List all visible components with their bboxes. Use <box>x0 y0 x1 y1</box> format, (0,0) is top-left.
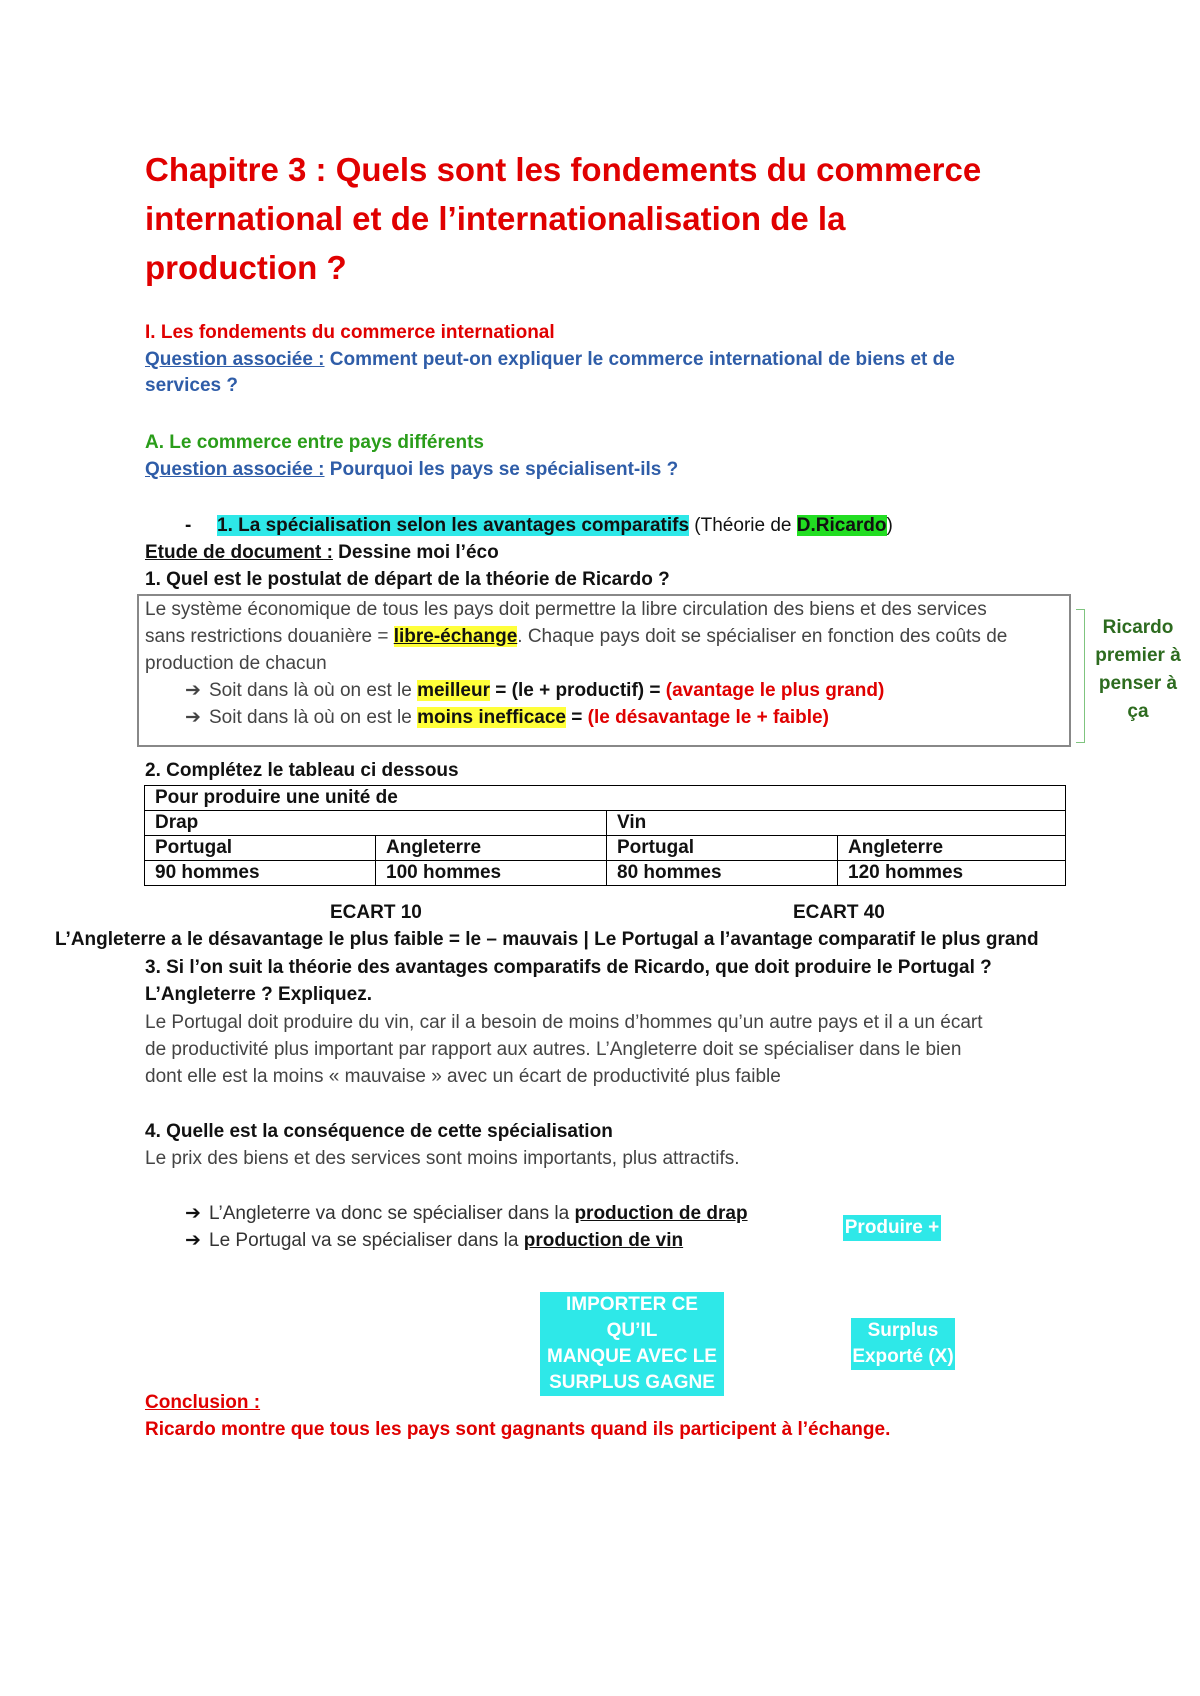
tag-importer-line: MANQUE AVEC LE <box>547 1346 717 1367</box>
table-country-cell: Portugal <box>607 836 838 861</box>
tag-surplus-line: Surplus <box>867 1320 939 1341</box>
table-country-cell: Portugal <box>145 836 376 861</box>
libre-echange-term: libre-échange <box>393 626 518 647</box>
side-bracket <box>1076 609 1085 743</box>
question-1: 1. Quel est le postulat de départ de la théorie de Ricardo ? <box>145 569 670 590</box>
subsection-question <box>145 457 678 483</box>
table-row <box>145 861 1066 886</box>
theory-open: (Théorie de <box>689 515 797 536</box>
section-heading: I. Les fondements du commerce international <box>145 322 555 343</box>
conclusion-text: Ricardo montre que tous les pays sont gagnants quand ils participent à l’échange. <box>145 1419 891 1440</box>
question-3: 3. Si l’on suit la théorie des avantages comparatifs de Ricardo, que doit produire le Portugal ? <box>145 957 992 978</box>
table-country-cell: Angleterre <box>838 836 1066 861</box>
question-2: 2. Complétez le tableau ci dessous <box>145 760 459 781</box>
arrow-text: Le Portugal va se spécialiser dans la <box>209 1230 524 1251</box>
answer-arrow-2 <box>185 705 829 731</box>
table-summary: L’Angleterre a le désavantage le plus faible = le – mauvais | Le Portugal a l’avantage comparatif le plus grand <box>55 929 1039 950</box>
production-vin: production de vin <box>523 1230 684 1251</box>
tag-surplus <box>851 1318 955 1370</box>
answer-arrow-1 <box>185 678 884 704</box>
table-group-cell: Drap <box>145 811 607 836</box>
title-line-1: Chapitre 3 : Quels sont les fondements du commerce <box>145 151 982 188</box>
part-heading-line <box>185 513 893 539</box>
conclusion-label: Conclusion : <box>145 1392 261 1413</box>
title-line-2: international et de l’internationalisation de la <box>145 200 846 237</box>
ecart-drap: ECART 10 <box>330 902 422 923</box>
arrow-text: = <box>565 707 588 728</box>
answer-4: Le prix des biens et des services sont moins importants, plus attractifs. <box>145 1148 740 1169</box>
table-group-cell: Vin <box>607 811 1066 836</box>
arrow-right-icon: ➔ <box>185 707 201 728</box>
tag-surplus-line: Exporté (X) <box>852 1346 954 1367</box>
production-table <box>144 785 1066 886</box>
side-note-line: ça <box>1127 701 1149 722</box>
answer-line-1: Le système économique de tous les pays doit permettre la libre circulation des biens et des services <box>145 599 987 620</box>
question-4: 4. Quelle est la conséquence de cette spécialisation <box>145 1121 613 1142</box>
side-note-line: premier à <box>1095 645 1181 666</box>
answer-line-3: production de chacun <box>145 653 327 674</box>
tag-importer-line: SURPLUS GAGNE <box>549 1372 715 1393</box>
question-label: Question associée : <box>145 349 325 370</box>
tag-importer <box>540 1292 724 1396</box>
subsection-heading: A. Le commerce entre pays différents <box>145 432 484 453</box>
consequence-arrow-2 <box>185 1228 683 1254</box>
arrow-result: (avantage le plus grand) <box>665 680 885 701</box>
side-note <box>1088 614 1188 726</box>
answer-text: . Chaque pays doit se spécialiser en fonction des coûts de <box>517 626 1008 647</box>
answer-line-2 <box>145 624 1007 650</box>
etude-line <box>145 540 499 566</box>
table-header-cell: Pour produire une unité de <box>145 786 1066 811</box>
table-value-cell: 100 hommes <box>376 861 607 886</box>
section-question <box>145 347 955 373</box>
table-row <box>145 836 1066 861</box>
question-text: Pourquoi les pays se spécialisent-ils ? <box>324 459 679 480</box>
table-row <box>145 786 1066 811</box>
author-name: D.Ricardo <box>796 515 887 536</box>
table-country-cell: Angleterre <box>376 836 607 861</box>
side-note-line: Ricardo <box>1102 617 1174 638</box>
etude-text: Dessine moi l’éco <box>332 542 499 563</box>
arrow-result: (le désavantage le + faible) <box>587 707 829 728</box>
moins-inefficace-term: moins inefficace <box>417 707 566 728</box>
theory-close: ) <box>886 515 893 536</box>
etude-label: Etude de document : <box>145 542 333 563</box>
bullet-dash: - <box>185 515 192 536</box>
arrow-right-icon: ➔ <box>185 680 201 701</box>
ecart-vin: ECART 40 <box>793 902 885 923</box>
table-value-cell: 80 hommes <box>607 861 838 886</box>
arrow-right-icon: ➔ <box>185 1230 201 1251</box>
question-label: Question associée : <box>145 459 325 480</box>
title-line-3: production ? <box>145 249 347 286</box>
page-title <box>145 145 981 292</box>
arrow-text: Soit dans là où on est le <box>209 707 418 728</box>
consequence-arrow-1 <box>185 1201 748 1227</box>
question-text: Comment peut-on expliquer le commerce international de biens et de <box>324 349 955 370</box>
question-3-cont: L’Angleterre ? Expliquez. <box>145 984 372 1005</box>
tag-importer-line: IMPORTER CE QU’IL <box>566 1294 698 1341</box>
side-note-line: penser à <box>1098 673 1178 694</box>
table-value-cell: 90 hommes <box>145 861 376 886</box>
arrow-text: Soit dans là où on est le <box>209 680 418 701</box>
answer-3-line: dont elle est la moins « mauvaise » avec un écart de productivité plus faible <box>145 1066 781 1087</box>
answer-3-line: Le Portugal doit produire du vin, car il a besoin de moins d’hommes qu’un autre pays et il a un écart <box>145 1012 983 1033</box>
section-question-cont: services ? <box>145 375 238 396</box>
arrow-right-icon: ➔ <box>185 1203 201 1224</box>
meilleur-term: meilleur <box>417 680 490 701</box>
answer-text: sans restrictions douanière = <box>145 626 394 647</box>
arrow-text: L’Angleterre va donc se spécialiser dans la <box>209 1203 575 1224</box>
part-heading: 1. La spécialisation selon les avantages comparatifs <box>217 515 690 536</box>
table-row <box>145 811 1066 836</box>
answer-3-line: de productivité plus important par rapport aux autres. L’Angleterre doit se spécialiser dans le bien <box>145 1039 962 1060</box>
production-drap: production de drap <box>574 1203 748 1224</box>
tag-produire: Produire + <box>843 1215 941 1241</box>
table-value-cell: 120 hommes <box>838 861 1066 886</box>
arrow-text: = (le + productif) = <box>489 680 666 701</box>
